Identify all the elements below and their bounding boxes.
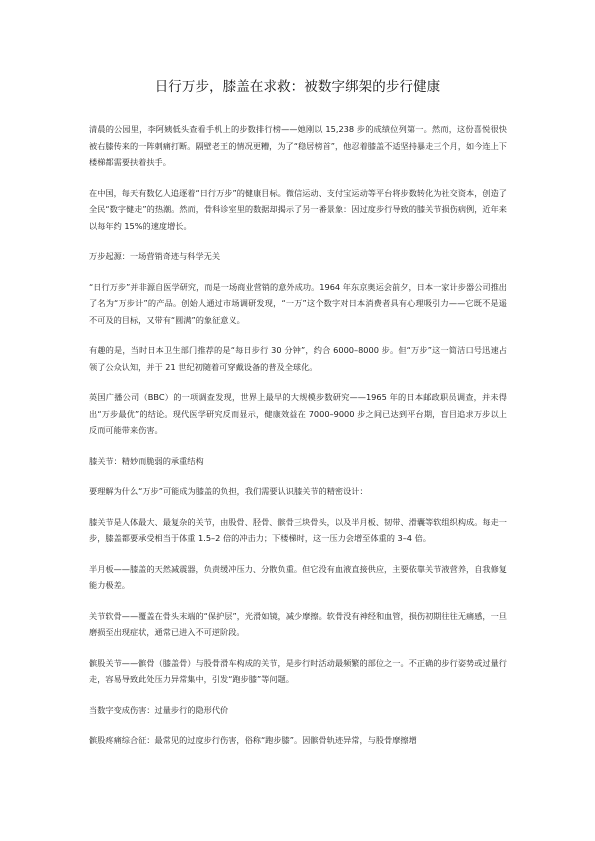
paragraph: 有趣的是，当时日本卫生部门推荐的是“每日步行 30 分钟”，约合 6000–8000 步。但“万步”这一简洁口号迅速占领了公众认知，并于 21 世纪初随着可穿戴设备的普及全球化。 — [89, 345, 507, 372]
paragraph: 髌股疼痛综合征：最常见的过度步行伤害，俗称“跑步膝”。因髌骨轨迹异常，与股骨摩擦增 — [89, 735, 417, 745]
paragraph: “日行万步”并非源自医学研究，而是一场商业营销的意外成功。1964 年东京奥运会前夕，日本一家计步器公司推出了名为“万步计”的产品。创始人通过市场调研发现，“一万”这个数字对日本消费者具有心理吸引力——它既不是遥不可及的目标，又带有“圆满”的象征意义。 — [89, 281, 507, 325]
paragraph: 膝关节是人体最大、最复杂的关节，由股骨、胫骨、髌骨三块骨头，以及半月板、韧带、滑囊等软组织构成。每走一步，膝盖都要承受相当于体重 1.5–2 倍的冲击力；下楼梯时，这一压力会增至体重的 3–4 倍。 — [89, 516, 507, 543]
paragraph: 半月板——膝盖的天然减震器，负责缓冲压力、分散负重。但它没有血液直接供应，主要依靠关节液营养，自我修复能力极差。 — [89, 563, 507, 590]
document-body — [89, 121, 507, 763]
section-heading: 膝关节：精妙而脆弱的承重结构 — [89, 455, 204, 466]
section-heading: 万步起源：一场营销奇迹与科学无关 — [89, 251, 221, 261]
section-heading: 当数字变成伤害：过量步行的隐形代价 — [89, 704, 229, 715]
paragraph: 髌股关节——髌骨（膝盖骨）与股骨滑车构成的关节，是步行时活动最频繁的部位之一。不正确的步行姿势或过量行走，容易导致此处压力异常集中，引发“跑步膝”等问题。 — [89, 657, 507, 684]
paragraph: 在中国，每天有数亿人追逐着“日行万步”的健康目标。微信运动、支付宝运动等平台将步数转化为社交资本，创造了全民“数字健走”的热潮。然而，骨科诊室里的数据却揭示了另一番景象：因过度步行导致的膝关节损伤病例，近年来以每年约 15%的速度增长。 — [89, 187, 507, 231]
paragraph: 清晨的公园里，李阿姨低头查看手机上的步数排行榜——她刚以 15,238 步的成绩位列第一。然而，这份喜悦很快被右膝传来的一阵刺痛打断。隔壁老王的情况更糟，为了“稳居榜首”，他忍着膝盖不适坚持暴走三个月，如今连上下楼梯都需要扶着扶手。 — [89, 124, 507, 167]
paragraph: 英国广播公司（BBC）的一项调查发现，世界上最早的大规模步数研究——1965 年的日本邮政职员调查，并未得出“万步最优”的结论。现代医学研究反而显示，健康效益在 7000–9000 步之间已达到平台期，盲目追求万步以上反而可能带来伤害。 — [89, 392, 507, 435]
paragraph: 关节软骨——覆盖在骨头末端的“保护层”，光滑如镜，减少摩擦。软骨没有神经和血管，损伤初期往往无痛感，一旦磨损至出现症状，通常已进入不可逆阶段。 — [89, 610, 507, 637]
paragraph: 要理解为什么“万步”可能成为膝盖的负担，我们需要认识膝关节的精密设计： — [89, 486, 368, 496]
document-title: 日行万步，膝盖在求救：被数字绑架的步行健康 — [154, 79, 441, 95]
